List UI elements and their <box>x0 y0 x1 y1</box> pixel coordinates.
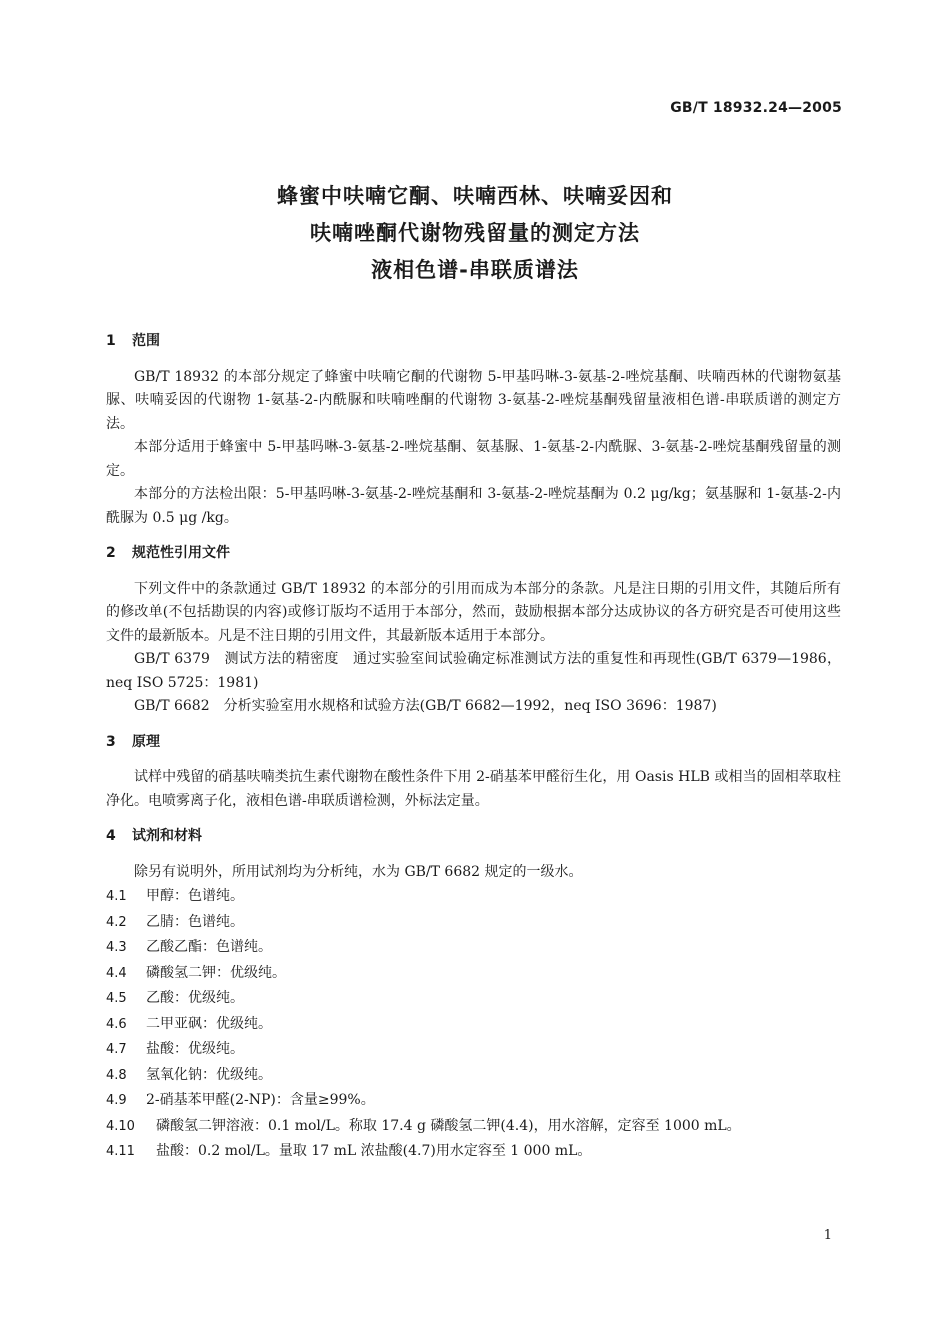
reagent-item <box>106 1012 841 1038</box>
item-number: 4.7 <box>106 1042 127 1057</box>
section-heading <box>106 542 841 566</box>
section-number: 4 <box>106 828 116 844</box>
reference-gbt6682: GB/T 6682 分析实验室用水规格和试验方法(GB/T 6682—1992，neq ISO 3696：1987) <box>134 698 717 714</box>
paragraph: 下列文件中的条款通过 GB/T 18932 的本部分的引用而成为本部分的条款。凡是注日期的引用文件，其随后所有的修改单(不包括勘误的内容)或修订版均不适用于本部分，然而，鼓励根据本部分达成协议的各方研究是否可使用这些文件的最新版本。凡是不注日期的引用文件，其最新版本适用于本部分。 <box>106 580 841 644</box>
item-text: 氢氧化钠：优级纯。 <box>146 1066 272 1083</box>
reagent-item <box>106 884 841 910</box>
section-heading <box>106 330 841 354</box>
title-line-3: 液相色谱-串联质谱法 <box>371 258 579 282</box>
paragraph: 试样中残留的硝基呋喃类抗生素代谢物在酸性条件下用 2-硝基苯甲醛衍生化，用 Oasis HLB 或相当的固相萃取柱净化。电喷雾离子化，液相色谱-串联质谱检测，外标法定量。 <box>106 769 841 809</box>
item-text: 盐酸：优级纯。 <box>146 1041 244 1057</box>
document-title <box>0 178 950 289</box>
section-scope <box>106 330 841 530</box>
paragraph: 本部分的方法检出限：5-甲基吗啉-3-氨基-2-唑烷基酮和 3-氨基-2-唑烷基酮为 0.2 μg/kg；氨基脲和 1-氨基-2-内酰脲为 0.5 μg /kg。 <box>106 486 841 526</box>
item-number: 4.11 <box>106 1144 135 1159</box>
reagent-item <box>106 1139 841 1165</box>
paragraph: GB/T 18932 的本部分规定了蜂蜜中呋喃它酮的代谢物 5-甲基吗啉-3-氨基-2-唑烷基酮、呋喃西林的代谢物氨基脲、呋喃妥因的代谢物 1-氨基-2-内酰脲和呋喃唑酮的代谢物 3-氨基-2-唑烷基酮残留量液相色谱-串联质谱的测定方法。 <box>106 368 841 432</box>
item-text: 2-硝基苯甲醛(2-NP)：含量≥99%。 <box>146 1092 375 1108</box>
section-title: 规范性引用文件 <box>132 545 230 561</box>
item-text: 乙酸乙酯：色谱纯。 <box>146 939 272 955</box>
item-number: 4.8 <box>106 1067 127 1083</box>
paragraph: 除另有说明外，所用试剂均为分析纯，水为 GB/T 6682 规定的一级水。 <box>134 863 583 880</box>
section-reagents <box>106 825 841 1165</box>
item-number: 4.5 <box>106 991 127 1006</box>
reagent-item <box>106 1037 841 1063</box>
item-text: 乙腈：色谱纯。 <box>146 913 244 930</box>
item-text: 二甲亚砜：优级纯。 <box>146 1015 272 1032</box>
section-title: 原理 <box>132 733 160 750</box>
section-heading <box>106 731 841 755</box>
title-line-1: 蜂蜜中呋喃它酮、呋喃西林、呋喃妥因和 <box>277 184 673 208</box>
section-number: 1 <box>106 333 116 349</box>
item-text: 磷酸氢二钾溶液：0.1 mol/L。称取 17.4 g 磷酸氢二钾(4.4)，用水溶解，定容至 1000 mL。 <box>156 1117 741 1134</box>
reagent-item <box>106 1114 841 1140</box>
standard-code: GB/T 18932.24—2005 <box>670 100 842 116</box>
reagent-item <box>106 1063 841 1089</box>
reference-gbt6379: GB/T 6379 测试方法的精密度 通过实验室间试验确定标准测试方法的重复性和再现性(GB/T 6379—1986，neq ISO 5725：1981) <box>106 651 841 691</box>
document-body <box>106 330 841 1165</box>
item-number: 4.2 <box>106 914 127 930</box>
item-number: 4.10 <box>106 1118 135 1134</box>
item-text: 甲醇：色谱纯。 <box>146 888 244 904</box>
item-number: 4.6 <box>106 1016 127 1032</box>
item-number: 4.4 <box>106 965 127 981</box>
item-number: 4.3 <box>106 940 127 955</box>
reagent-item <box>106 910 841 936</box>
reagent-item <box>106 961 841 987</box>
item-number: 4.1 <box>106 889 127 904</box>
page-number: 1 <box>823 1228 832 1243</box>
reagent-item <box>106 1088 841 1114</box>
item-text: 磷酸氢二钾：优级纯。 <box>146 964 286 981</box>
paragraph: 本部分适用于蜂蜜中 5-甲基吗啉-3-氨基-2-唑烷基酮、氨基脲、1-氨基-2-内酰脲、3-氨基-2-唑烷基酮残留量的测定。 <box>106 439 841 479</box>
section-number: 3 <box>106 733 116 750</box>
title-line-2: 呋喃唑酮代谢物残留量的测定方法 <box>310 221 640 245</box>
item-text: 盐酸：0.2 mol/L。量取 17 mL 浓盐酸(4.7)用水定容至 1 000 mL。 <box>156 1143 592 1159</box>
reagent-item <box>106 986 841 1012</box>
section-principle <box>106 731 841 814</box>
section-title: 试剂和材料 <box>132 828 202 844</box>
item-number: 4.9 <box>106 1093 127 1108</box>
section-normative-references <box>106 542 841 719</box>
reagent-item <box>106 935 841 961</box>
section-title: 范围 <box>132 333 160 349</box>
section-heading <box>106 825 841 849</box>
section-number: 2 <box>106 545 116 561</box>
item-text: 乙酸：优级纯。 <box>146 990 244 1006</box>
